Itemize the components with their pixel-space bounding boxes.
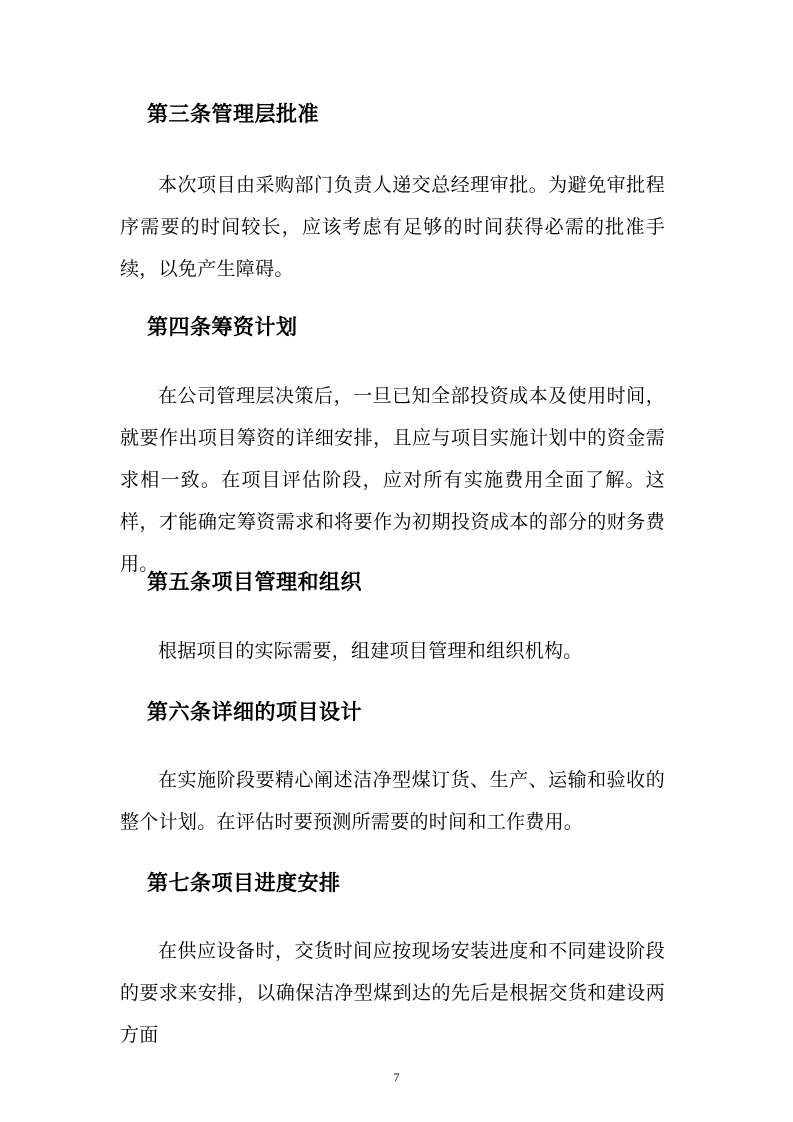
- page-number: 7: [393, 1070, 400, 1084]
- section-body-7: 在供应设备时，交货时间应按现场安装进度和不同建设阶段的要求来安排，以确保洁净型煤到达的先后是根据交货和建设两方面: [120, 940, 665, 1046]
- section-body-3: 本次项目由采购部门负责人递交总经理审批。为避免审批程序需要的时间较长，应该考虑有足够的时间获得必需的批准手续，以免产生障碍。: [120, 174, 665, 280]
- section-heading-5: 第五条项目管理和组织: [147, 569, 362, 594]
- section-heading-3: 第三条管理层批准: [147, 101, 319, 126]
- section-body-6: 在实施阶段要精心阐述洁净型煤订货、生产、运输和验收的整个计划。在评估时要预测所需要的时间和工作费用。: [120, 769, 665, 833]
- section-heading-7: 第七条项目进度安排: [147, 870, 341, 895]
- section-heading-4: 第四条筹资计划: [147, 314, 298, 339]
- section-body-4: 在公司管理层决策后，一旦已知全部投资成本及使用时间，就要作出项目筹资的详细安排，且应与项目实施计划中的资金需求相一致。在项目评估阶段，应对所有实施费用全面了解。这样，才能确定筹资需求和将要作为初期投资成本的部分的财务费用。: [120, 385, 665, 575]
- section-heading-6: 第六条详细的项目设计: [147, 699, 362, 724]
- section-body-5: 根据项目的实际需要，组建项目管理和组织机构。: [158, 640, 583, 662]
